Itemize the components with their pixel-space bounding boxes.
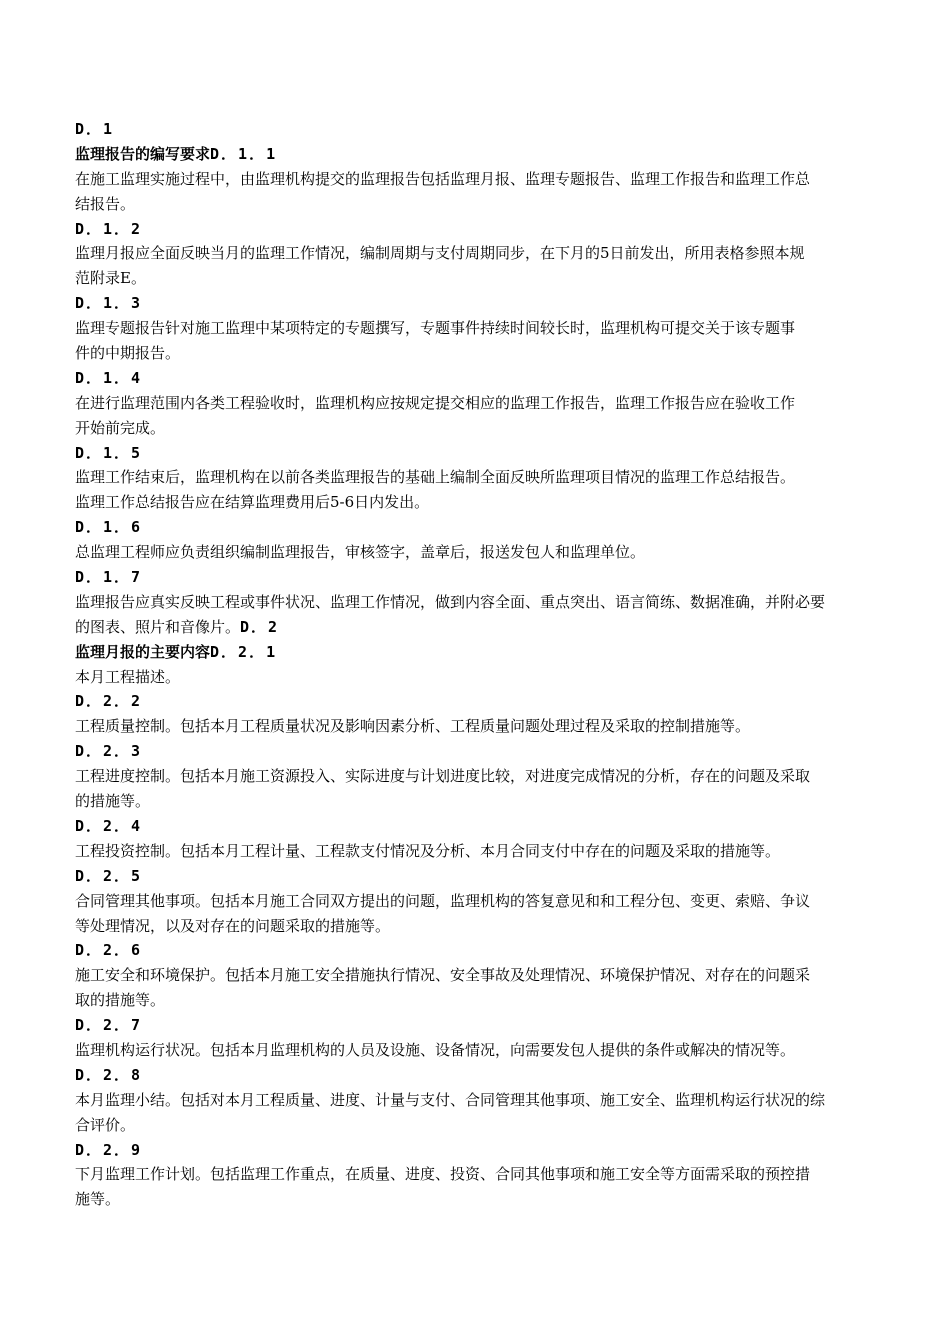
section-number [75,938,880,963]
paragraph-text: 监理工作结束后，监理机构在以前各类监理报告的基础上编制全面反映所监理项目情况的监理工作总结报告。 [75,468,796,487]
section-number-text: D．1．4 [75,368,143,387]
paragraph-line [75,465,880,490]
paragraph-line [75,914,880,939]
paragraph-line [75,1113,880,1138]
paragraph-line [75,789,880,814]
paragraph-line [75,988,880,1013]
paragraph-line [75,1088,880,1113]
section-number [75,1013,880,1038]
section-number [75,515,880,540]
paragraph-text: 件的中期报告。 [75,344,181,363]
section-number-text: D．1．3 [75,294,143,313]
paragraph-line [75,714,880,739]
section-heading-title: 监理报告的编写要求 [75,144,211,163]
section-heading [75,640,880,665]
section-number-text: D．1．7 [75,568,143,587]
paragraph-text: 开始前完成。 [75,418,166,437]
section-number [75,1138,880,1163]
paragraph-text: 在施工监理实施过程中，由监理机构提交的监理报告包括监理月报、监理专题报告、监理工作报告和监理工作总 [75,169,811,188]
paragraph-line [75,665,880,690]
section-number-text: D．1．6 [75,518,143,537]
section-number [75,1063,880,1088]
paragraph-text: 施工安全和环境保护。包括本月施工安全措施执行情况、安全事故及处理情况、环境保护情况、对存在的问题采 [75,966,811,985]
paragraph-line [75,1187,880,1212]
section-number-text: D．2．1 [210,642,278,661]
paragraph-text: 本月工程描述。 [75,667,181,686]
section-number [75,814,880,839]
paragraph-line [75,889,880,914]
section-number-text: D．2 [240,617,280,636]
paragraph-line [75,615,880,640]
paragraph-line [75,416,880,441]
paragraph-text: 工程质量控制。包括本月工程质量状况及影响因素分析、工程质量问题处理过程及采取的控制措施等。 [75,717,751,736]
paragraph-text: 合同管理其他事项。包括本月施工合同双方提出的问题，监理机构的答复意见和和工程分包、变更、索赔、争议 [75,891,811,910]
paragraph-text: 施等。 [75,1190,121,1209]
paragraph-line [75,540,880,565]
paragraph-text: 工程投资控制。包括本月工程计量、工程款支付情况及分析、本月合同支付中存在的问题及采取的措施等。 [75,841,781,860]
section-number-text: D．2．4 [75,816,143,835]
section-number-text: D．2．8 [75,1065,143,1084]
document-body [75,117,880,1212]
paragraph-line [75,316,880,341]
paragraph-text: 监理专题报告针对施工监理中某项特定的专题撰写，专题事件持续时间较长时，监理机构可提交关于该专题事 [75,319,796,338]
paragraph-text: 等处理情况，以及对存在的问题采取的措施等。 [75,916,391,935]
section-heading-title: 监理月报的主要内容 [75,642,211,661]
paragraph-text: 的措施等。 [75,792,151,811]
section-number [75,217,880,242]
section-number-text: D．1．5 [75,443,143,462]
section-number [75,117,880,142]
section-number [75,689,880,714]
section-number-text: D．2．2 [75,692,143,711]
section-number-text: D．1 [75,120,115,138]
paragraph-line [75,963,880,988]
paragraph-text: 的图表、照片和音像片。 [75,617,241,636]
paragraph-line [75,266,880,291]
paragraph-line [75,192,880,217]
paragraph-line [75,341,880,366]
section-number-text: D．1．2 [75,219,143,238]
paragraph-line [75,764,880,789]
section-number [75,291,880,316]
paragraph-text: 本月监理小结。包括对本月工程质量、进度、计量与支付、合同管理其他事项、施工安全、监理机构运行状况的综 [75,1090,826,1109]
paragraph-line [75,839,880,864]
paragraph-text: 下月监理工作计划。包括监理工作重点，在质量、进度、投资、合同其他事项和施工安全等方面需采取的预控措 [75,1165,811,1184]
section-number [75,864,880,889]
paragraph-line [75,241,880,266]
paragraph-line [75,1038,880,1063]
section-number [75,565,880,590]
paragraph-text: 监理工作总结报告应在结算监理费用后5-6日内发出。 [75,493,430,512]
paragraph-text: 取的措施等。 [75,991,166,1010]
paragraph-text: 总监理工程师应负责组织编制监理报告，审核签字，盖章后，报送发包人和监理单位。 [75,543,646,562]
paragraph-text: 结报告。 [75,194,136,213]
paragraph-line [75,490,880,515]
section-number [75,441,880,466]
section-number [75,366,880,391]
section-number-text: D．2．5 [75,866,143,885]
paragraph-text: 范附录E。 [75,269,146,288]
paragraph-text: 合评价。 [75,1115,136,1134]
paragraph-line [75,167,880,192]
section-heading [75,142,880,167]
paragraph-text: 工程进度控制。包括本月施工资源投入、实际进度与计划进度比较，对进度完成情况的分析，存在的问题及采取 [75,767,811,786]
paragraph-text: 在进行监理范围内各类工程验收时，监理机构应按规定提交相应的监理工作报告，监理工作报告应在验收工作 [75,393,796,412]
paragraph-text: 监理月报应全面反映当月的监理工作情况，编制周期与支付周期同步，在下月的5日前发出，所用表格参照本规 [75,244,805,263]
section-number-text: D．2．6 [75,941,143,960]
paragraph-line [75,1162,880,1187]
section-number-text: D．1．1 [210,144,278,163]
paragraph-line [75,590,880,615]
section-number-text: D．2．7 [75,1016,143,1035]
section-number [75,739,880,764]
section-number-text: D．2．9 [75,1140,143,1159]
paragraph-line [75,391,880,416]
paragraph-text: 监理报告应真实反映工程或事件状况、监理工作情况，做到内容全面、重点突出、语言简练、数据准确，并附必要 [75,592,826,611]
section-number-text: D．2．3 [75,742,143,761]
paragraph-text: 监理机构运行状况。包括本月监理机构的人员及设施、设备情况，向需要发包人提供的条件或解决的情况等。 [75,1040,796,1059]
